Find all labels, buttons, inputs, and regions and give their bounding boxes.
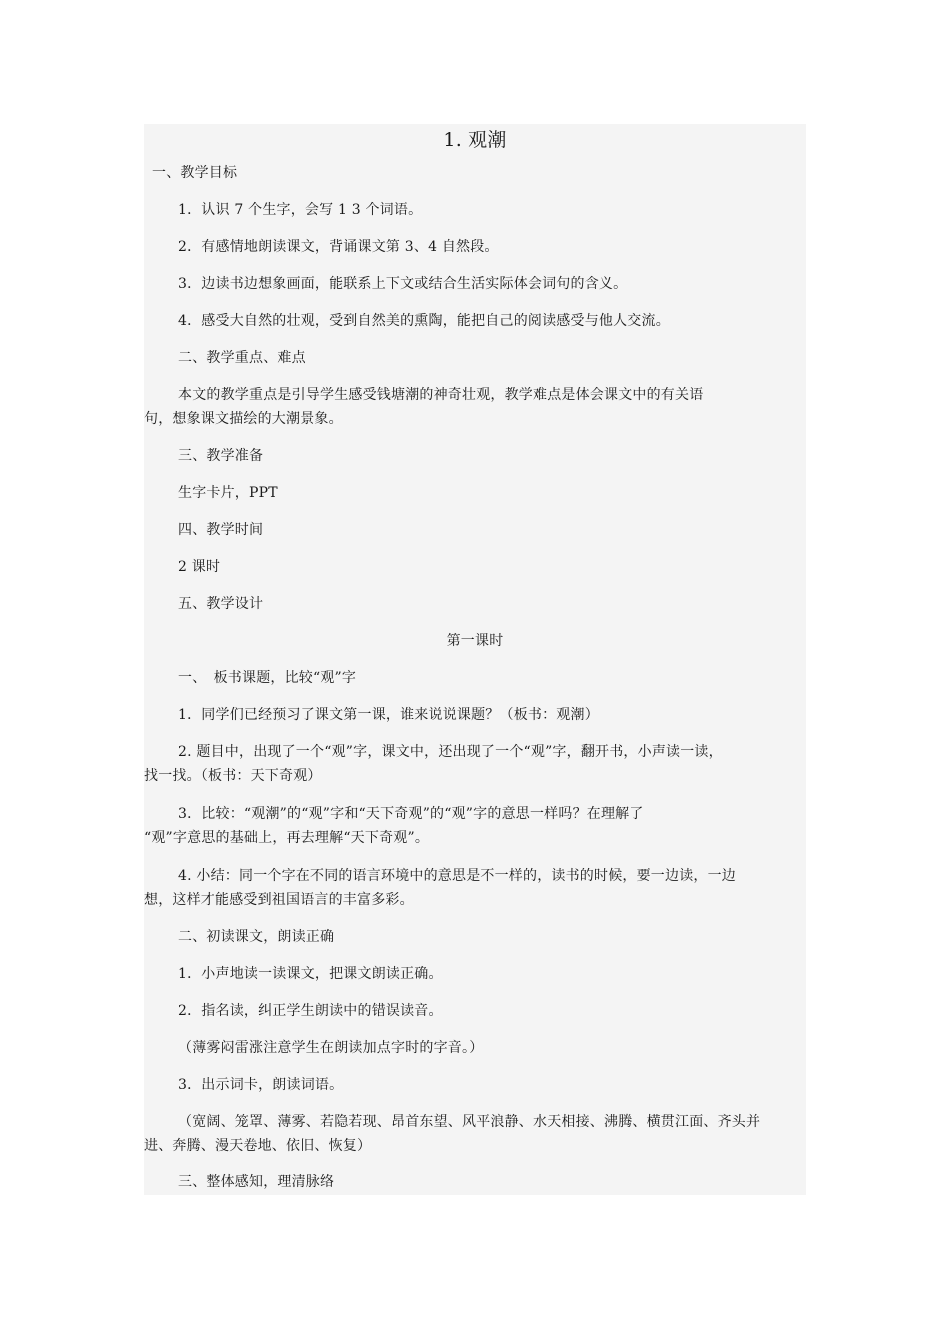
- focus-paragraph-line-2: 句，想象课文描绘的大潮景象。: [144, 411, 343, 427]
- focus-paragraph: [144, 383, 806, 431]
- part2-note: （薄雾闷雷涨注意学生在朗读加点字时的字音。）: [178, 1040, 484, 1056]
- section-heading-focus: 二、教学重点、难点: [178, 350, 306, 366]
- part2-heading: 二、初读课文，朗读正确: [178, 929, 335, 945]
- part1-item-4-line-1: 4. 小结：同一个字在不同的语言环境中的意思是不一样的，读书的时候，要一边读，一边: [178, 868, 737, 884]
- section-heading-goals: 一、教学目标: [152, 165, 238, 181]
- part2-item-2: 2．指名读，纠正学生朗读中的错误读音。: [178, 1003, 443, 1019]
- section-heading-design: 五、教学设计: [178, 596, 264, 612]
- section-heading-preparation: 三、教学准备: [178, 448, 264, 464]
- document-page: [144, 124, 806, 1195]
- part2-item-1: 1．小声地读一读课文，把课文朗读正确。: [178, 966, 443, 982]
- part1-item-2-line-1: 2. 题目中，出现了一个“观”字，课文中，还出现了一个“观”字，翻开书，小声读一读，: [178, 744, 723, 760]
- goal-item-2: 2．有感情地朗读课文，背诵课文第 3、4 自然段。: [178, 239, 499, 255]
- time-text: 2 课时: [178, 559, 221, 575]
- part2-item-3: 3．出示词卡，朗读词语。: [178, 1077, 344, 1093]
- part1-heading: 一、 板书课题，比较“观”字: [178, 670, 357, 686]
- goal-item-3: 3．边读书边想象画面，能联系上下文或结合生活实际体会词句的含义。: [178, 276, 628, 292]
- part2-word-list: [144, 1110, 806, 1158]
- part2-word-list-line-1: （宽阔、笼罩、薄雾、若隐若现、昂首东望、风平浪静、水天相接、沸腾、横贯江面、齐头并: [178, 1114, 761, 1130]
- part1-item-1: 1．同学们已经预习了课文第一课，谁来说说课题？（板书：观潮）: [178, 707, 599, 723]
- part1-item-2: [144, 740, 806, 788]
- goal-item-1: 1．认识 7 个生字，会写 1 3 个词语。: [178, 202, 423, 218]
- preparation-text: 生字卡片，PPT: [178, 485, 278, 501]
- part1-item-3: [144, 802, 806, 850]
- focus-paragraph-line-1: 本文的教学重点是引导学生感受钱塘潮的神奇壮观，教学难点是体会课文中的有关语: [178, 387, 704, 403]
- part1-item-2-line-2: 找一找。（板书：天下奇观）: [144, 768, 322, 784]
- part1-item-3-line-2: “观”字意思的基础上，再去理解“天下奇观”。: [144, 830, 430, 846]
- part1-item-4-line-2: 想，这样才能感受到祖国语言的丰富多彩。: [144, 892, 414, 908]
- part1-item-3-line-1: 3．比较：“观潮”的“观”字和“天下奇观”的“观”字的意思一样吗？在理解了: [178, 806, 644, 822]
- goal-item-4: 4．感受大自然的壮观，受到自然美的熏陶，能把自己的阅读感受与他人交流。: [178, 313, 670, 329]
- part2-word-list-line-2: 进、奔腾、漫天卷地、依旧、恢复）: [144, 1138, 372, 1154]
- part1-item-4: [144, 864, 806, 912]
- document-title: 1. 观潮: [443, 129, 507, 151]
- part3-heading: 三、整体感知，理清脉络: [178, 1174, 335, 1190]
- lesson-title: 第一课时: [446, 633, 504, 649]
- section-heading-time: 四、教学时间: [178, 522, 264, 538]
